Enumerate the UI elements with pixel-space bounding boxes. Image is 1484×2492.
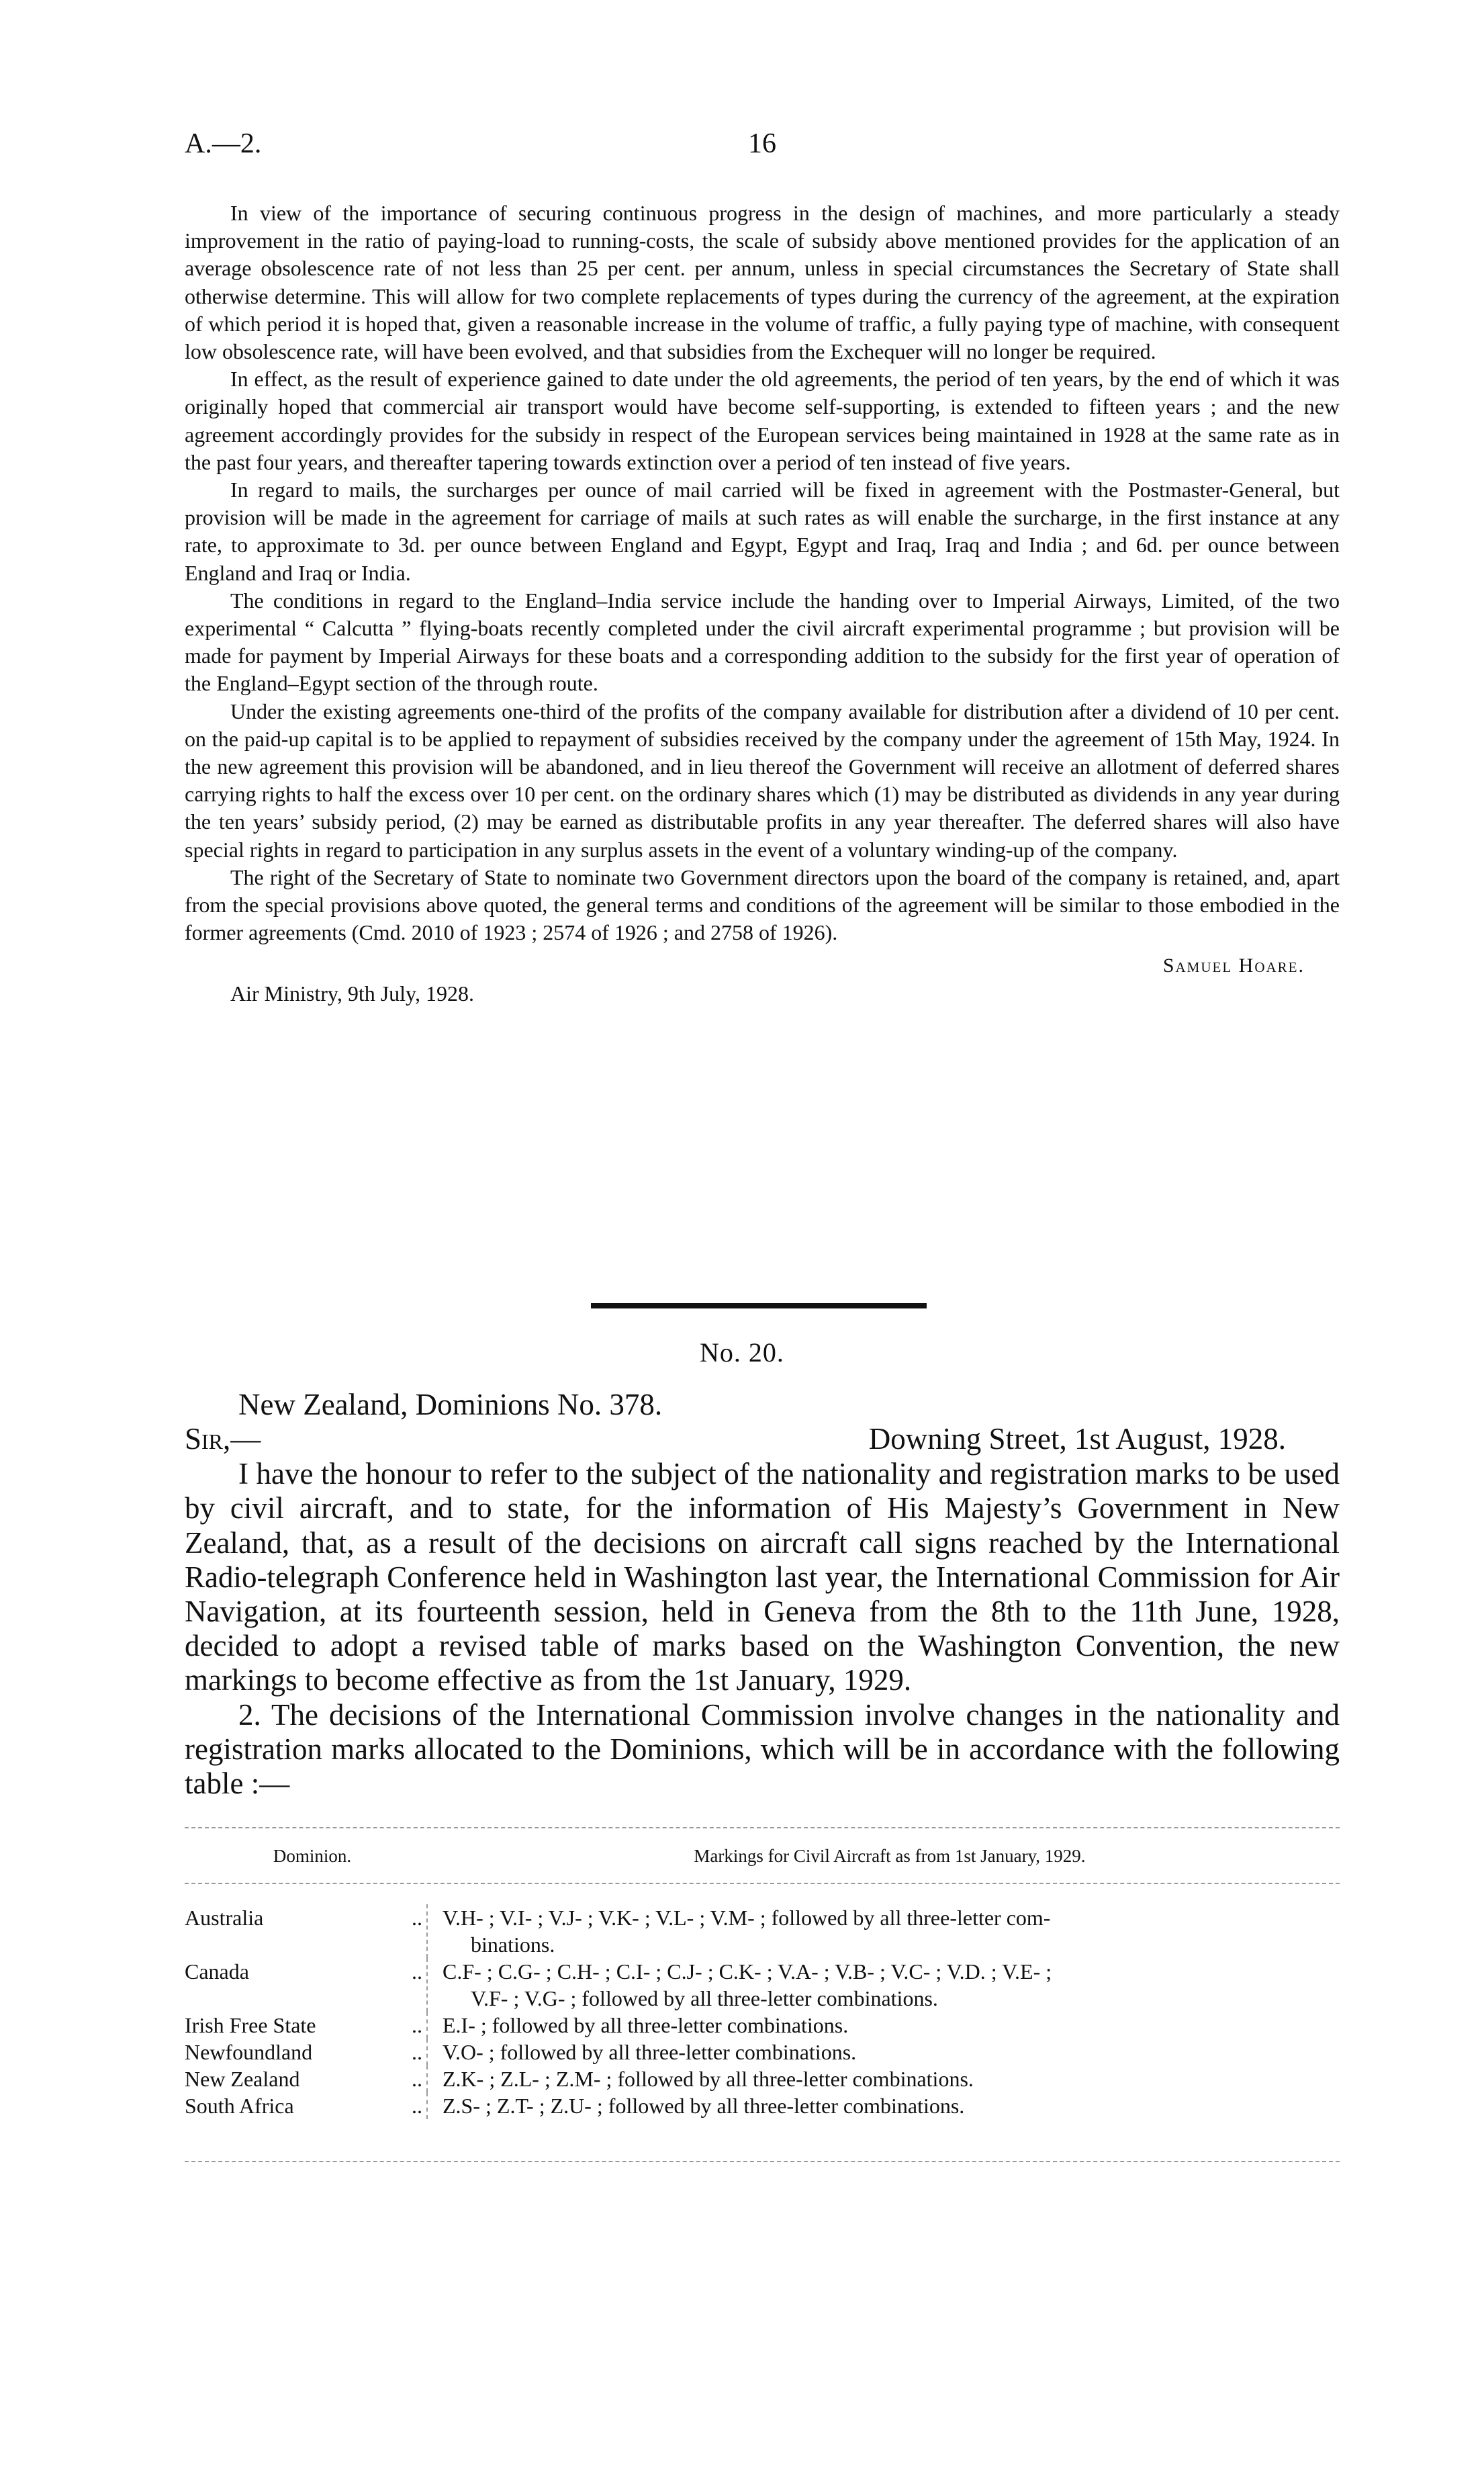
place-date: Downing Street, 1st August, 1928. (868, 1422, 1286, 1456)
table-bottom-rule (185, 2161, 1340, 2162)
markings-table (185, 1827, 1340, 2162)
table-row (185, 2012, 1340, 2039)
table-row (185, 2039, 1340, 2065)
markings-text: Z.S- ; Z.T- ; Z.U- ; followed by all three-letter combinations. (443, 2094, 965, 2118)
markings-text-continued: binations. (471, 1932, 555, 1957)
paragraph: In effect, as the result of experience gained to date under the old agreements, the period of ten years, by the end of which it was originally hoped that commercial air transport would have become self-supporting, is extended to fifteen years ; and the new agreement accordingly provides for the subsidy in respect of the European services being maintained in 1928 at the same rate as in the past four years, and thereafter tapering towards extinction over a period of ten instead of five years. (185, 367, 1340, 474)
markings-text: C.F- ; C.G- ; C.H- ; C.I- ; C.J- ; C.K- ; V.A- ; V.B- ; V.C- ; V.D. ; V.E- ; (443, 1959, 1052, 1984)
markings-text: V.O- ; followed by all three-letter combinations. (443, 2040, 857, 2064)
paragraph: In regard to mails, the surcharges per ounce of mail carried will be fixed in agreement with the Postmaster-General, but provision will be made in the agreement for carriage of mails at such rates as will enable the surcharge, in the first instance at any rate, to approximate to 3d. per ounce between England and Egypt, Egypt and Iraq, Iraq and India ; and 6d. per ounce between England and Iraq or India. (185, 478, 1340, 585)
table-header-rule (185, 1883, 1340, 1884)
table-header (185, 1828, 1340, 1883)
markings-text-continued: V.F- ; V.G- ; followed by all three-letter combinations. (471, 1986, 938, 2010)
table-row (185, 1904, 1340, 1958)
salutation: Sir,— (185, 1422, 261, 1456)
paragraph: I have the honour to refer to the subject of the nationality and registration marks to be used by civil aircraft, and to state, for the information of His Majesty’s Government in New Zealand, that, as a result of the decisions on aircraft call signs reached by the International Radio-telegraph Conference held in Washington last year, the International Commission for Air Navigation, at its fourteenth session, held in Geneva from the 8th to the 11th June, 1928, decided to adopt a revised table of marks based on the Washington Convention, the new markings to become effective as from the 1st January, 1929. (185, 1457, 1340, 1697)
table-row (185, 2092, 1340, 2119)
leader-dots: .. (412, 2040, 422, 2064)
dominion-name: Canada (185, 1959, 249, 1984)
document-number: No. 20. (700, 1337, 784, 1368)
page-number: 16 (748, 128, 776, 159)
paragraph: The right of the Secretary of State to nominate two Government directors upon the board of the company is retained, and, apart from the special provisions above quoted, the general terms and conditions of the agreement will be similar to those embodied in the former agreements (Cmd. 2010 of 1923 ; 2574 of 1926 ; and 2758 of 1926). (185, 864, 1340, 945)
dominion-name: Australia (185, 1906, 264, 1930)
dominion-name: Irish Free State (185, 2013, 316, 2037)
despatch-body (185, 1457, 1340, 1801)
markings-text: E.I- ; followed by all three-letter combinations. (443, 2013, 849, 2037)
paragraph: In view of the importance of securing continuous progress in the design of machines, and more particularly a steady improvement in the ratio of paying-load to running-costs, the scale of subsidy above mentioned provides for the application of an average obsolescence rate of not less than 25 per cent. per annum, unless in special circumstances the Secretary of State shall otherwise determine. This will allow for two complete replacements of types during the currency of the agreement, at the expiration of which period it is hoped that, given a reasonable increase in the volume of traffic, a fully paying type of machine, with consequent low obsolescence rate, will have been evolved, and that subsidies from the Exchequer will no longer be required. (185, 201, 1340, 364)
markings-text: V.H- ; V.I- ; V.J- ; V.K- ; V.L- ; V.M- ; followed by all three-letter com- (443, 1906, 1051, 1930)
ministry-date-line: Air Ministry, 9th July, 1928. (230, 981, 474, 1006)
leader-dots: .. (412, 2094, 422, 2118)
markings-text: Z.K- ; Z.L- ; Z.M- ; followed by all three-letter combinations. (443, 2067, 974, 2091)
column-header-dominion: Dominion. (273, 1846, 352, 1866)
dominion-name: New Zealand (185, 2067, 300, 2091)
paragraph: The conditions in regard to the England–India service include the handing over to Imperial Airways, Limited, of the two experimental “ Calcutta ” flying-boats recently completed under the civil aircraft experimental programme ; but provision will be made for payment by Imperial Airways for these boats and a corresponding addition to the subsidy for the first year of operation of the England–Egypt section of the through route. (185, 588, 1340, 696)
paragraph: Under the existing agreements one-third of the profits of the company available for distribution after a dividend of 10 per cent. on the paid-up capital is to be applied to repayment of subsidies received by the company under the agreement of 15th May, 1924. In the new agreement this provision will be abandoned, and in lieu thereof the Government will receive an allotment of deferred shares carrying rights to half the excess over 10 per cent. on the ordinary shares which (1) may be distributed as dividends in any year during the ten years’ subsidy period, (2) may be earned as distributable profits in any year thereafter. The deferred shares will also have special rights in regard to participation in any surplus assets in the event of a voluntary winding-up of the company. (185, 699, 1340, 862)
signature: Samuel Hoare. (1162, 954, 1305, 977)
table-row (185, 2065, 1340, 2092)
section-divider (591, 1303, 927, 1308)
salutation-line (185, 1422, 1340, 1457)
despatch-reference: New Zealand, Dominions No. 378. (238, 1388, 663, 1421)
column-header-markings: Markings for Civil Aircraft as from 1st January, 1929. (694, 1846, 1086, 1866)
table-row (185, 1958, 1340, 2012)
table-body (185, 1904, 1340, 2119)
leader-dots: .. (412, 2013, 422, 2037)
leader-dots: .. (412, 2067, 422, 2091)
dominion-name: Newfoundland (185, 2040, 313, 2064)
leader-dots: .. (412, 1959, 422, 1984)
memorandum-text (185, 199, 1340, 1008)
despatch (185, 1388, 1340, 1801)
leader-dots: .. (412, 1906, 422, 1930)
paragraph: 2. The decisions of the International Commission involve changes in the nationality and registration marks allocated to the Dominions, which will be in accordance with the following table :— (185, 1697, 1340, 1801)
page-header (185, 128, 1340, 168)
dominion-name: South Africa (185, 2094, 294, 2118)
document-reference: A.—2. (185, 128, 262, 159)
